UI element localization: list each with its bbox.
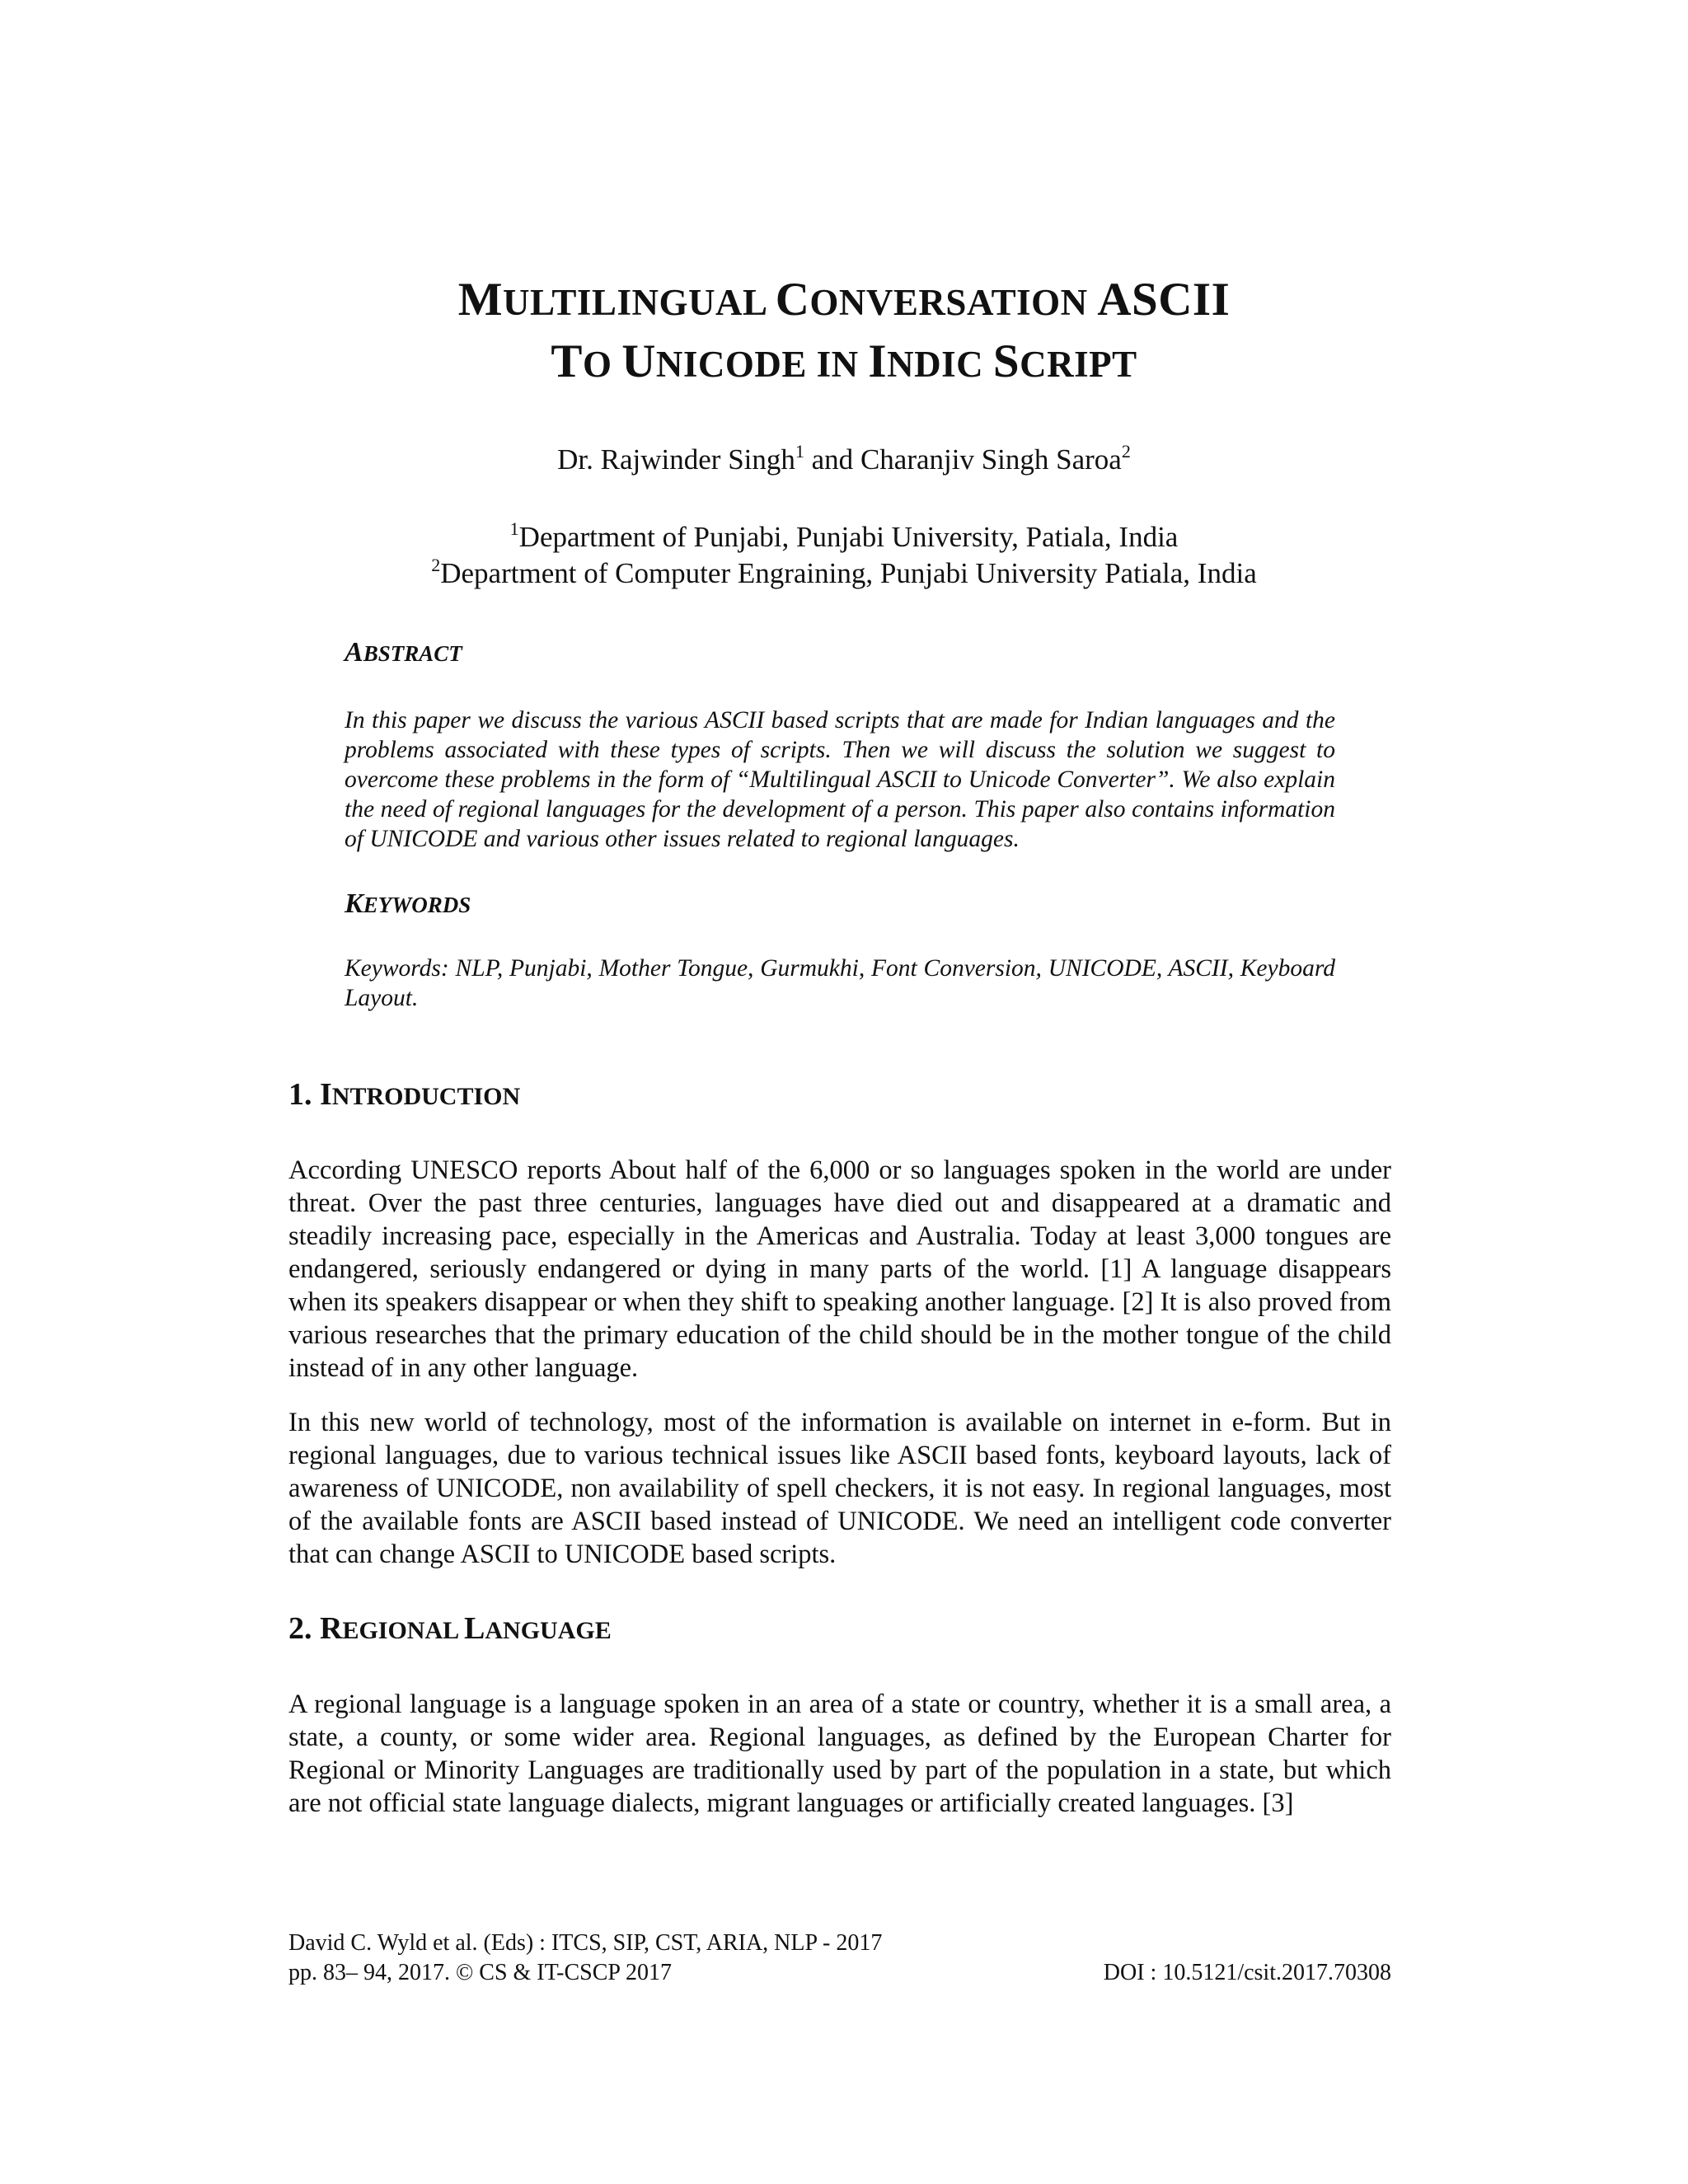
author-affiliation-marker: 2 xyxy=(1121,441,1131,462)
section-heading-regional-language: 2. REGIONAL LANGUAGE xyxy=(288,1611,612,1646)
title-line-2: TO UNICODE IN INDIC SCRIPT xyxy=(551,335,1137,387)
keywords-heading: KEYWORDS xyxy=(345,888,471,919)
abstract-heading: ABSTRACT xyxy=(345,637,462,668)
paragraph: In this new world of technology, most of the information is available on internet in e-form. But in regional languages, due to various technical issues like ASCII based fonts, keyboard layouts, lack of awareness of UNICODE, non availability of spell checkers, it is not easy. In regional languages, most of the available fonts are ASCII based instead of UNICODE. We need an intelligent code converter that can change ASCII to UNICODE based scripts. xyxy=(288,1408,1391,1569)
abstract-text: In this paper we discuss the various ASCII based scripts that are made for Indian languages and the problems associated with these types of scripts. Then we will discuss the solution we suggest to overcome these problems in the form of “Multilingual ASCII to Unicode Converter”. We also explain the need of regional languages for the development of a person. This paper also contains information of UNICODE and various other issues related to regional languages. xyxy=(345,707,1335,852)
footer-doi: DOI : 10.5121/csit.2017.70308 xyxy=(1103,1960,1391,1985)
author-name: Dr. Rajwinder Singh xyxy=(557,443,795,476)
paragraph: A regional language is a language spoken in an area of a state or country, whether it is a small area, a state, a county, or some wider area. Regional languages, as defined by the European Charter for Regional or Minority Languages are traditionally used by part of the population in a state, but which are not official state language dialects, migrant languages or artificially created languages. [3] xyxy=(288,1690,1391,1818)
affiliation-1: $^1$Department of Punjabi, Punjabi University, Patiala, India xyxy=(509,518,1179,553)
affiliation-2: $^2$Department of Computer Engraining, Punjabi University Patiala, India xyxy=(431,555,1257,589)
author-list: Dr. Rajwinder Singh$^1$ and Charanjiv Singh Saroa$^2$ xyxy=(557,441,1131,476)
author-name: Charanjiv Singh Saroa xyxy=(860,443,1122,476)
author-affiliation-marker: 1 xyxy=(795,441,804,462)
footer-proceedings: David C. Wyld et al. (Eds) : ITCS, SIP, CST, ARIA, NLP - 2017 pp. 83– 94, 2017. © CS & IT-CSCP 2017 xyxy=(288,1930,883,1985)
title-line-1: MULTILINGUAL CONVERSATION ASCII xyxy=(457,274,1231,326)
keywords-text: Keywords: NLP, Punjabi, Mother Tongue, Gurmukhi, Font Conversion, UNICODE, ASCII, Keyboard Layout. xyxy=(345,955,1335,1011)
paragraph: According UNESCO reports About half of the 6,000 or so languages spoken in the world are under threat. Over the past three centuries, languages have died out and disappeared at a dramatic and steadily increasing pace, especially in the Americas and Australia. Today at least 3,000 tongues are endangered, seriously endangered or dying in many parts of the world. [1] A language disappears when its speakers disappear or when they shift to speaking another language. [2] It is also proved from various researches that the primary education of the child should be in the mother tongue of the child instead of in any other language. xyxy=(288,1155,1391,1383)
section-heading-introduction: 1. INTRODUCTION xyxy=(288,1077,521,1112)
paper-title xyxy=(0,270,1688,394)
